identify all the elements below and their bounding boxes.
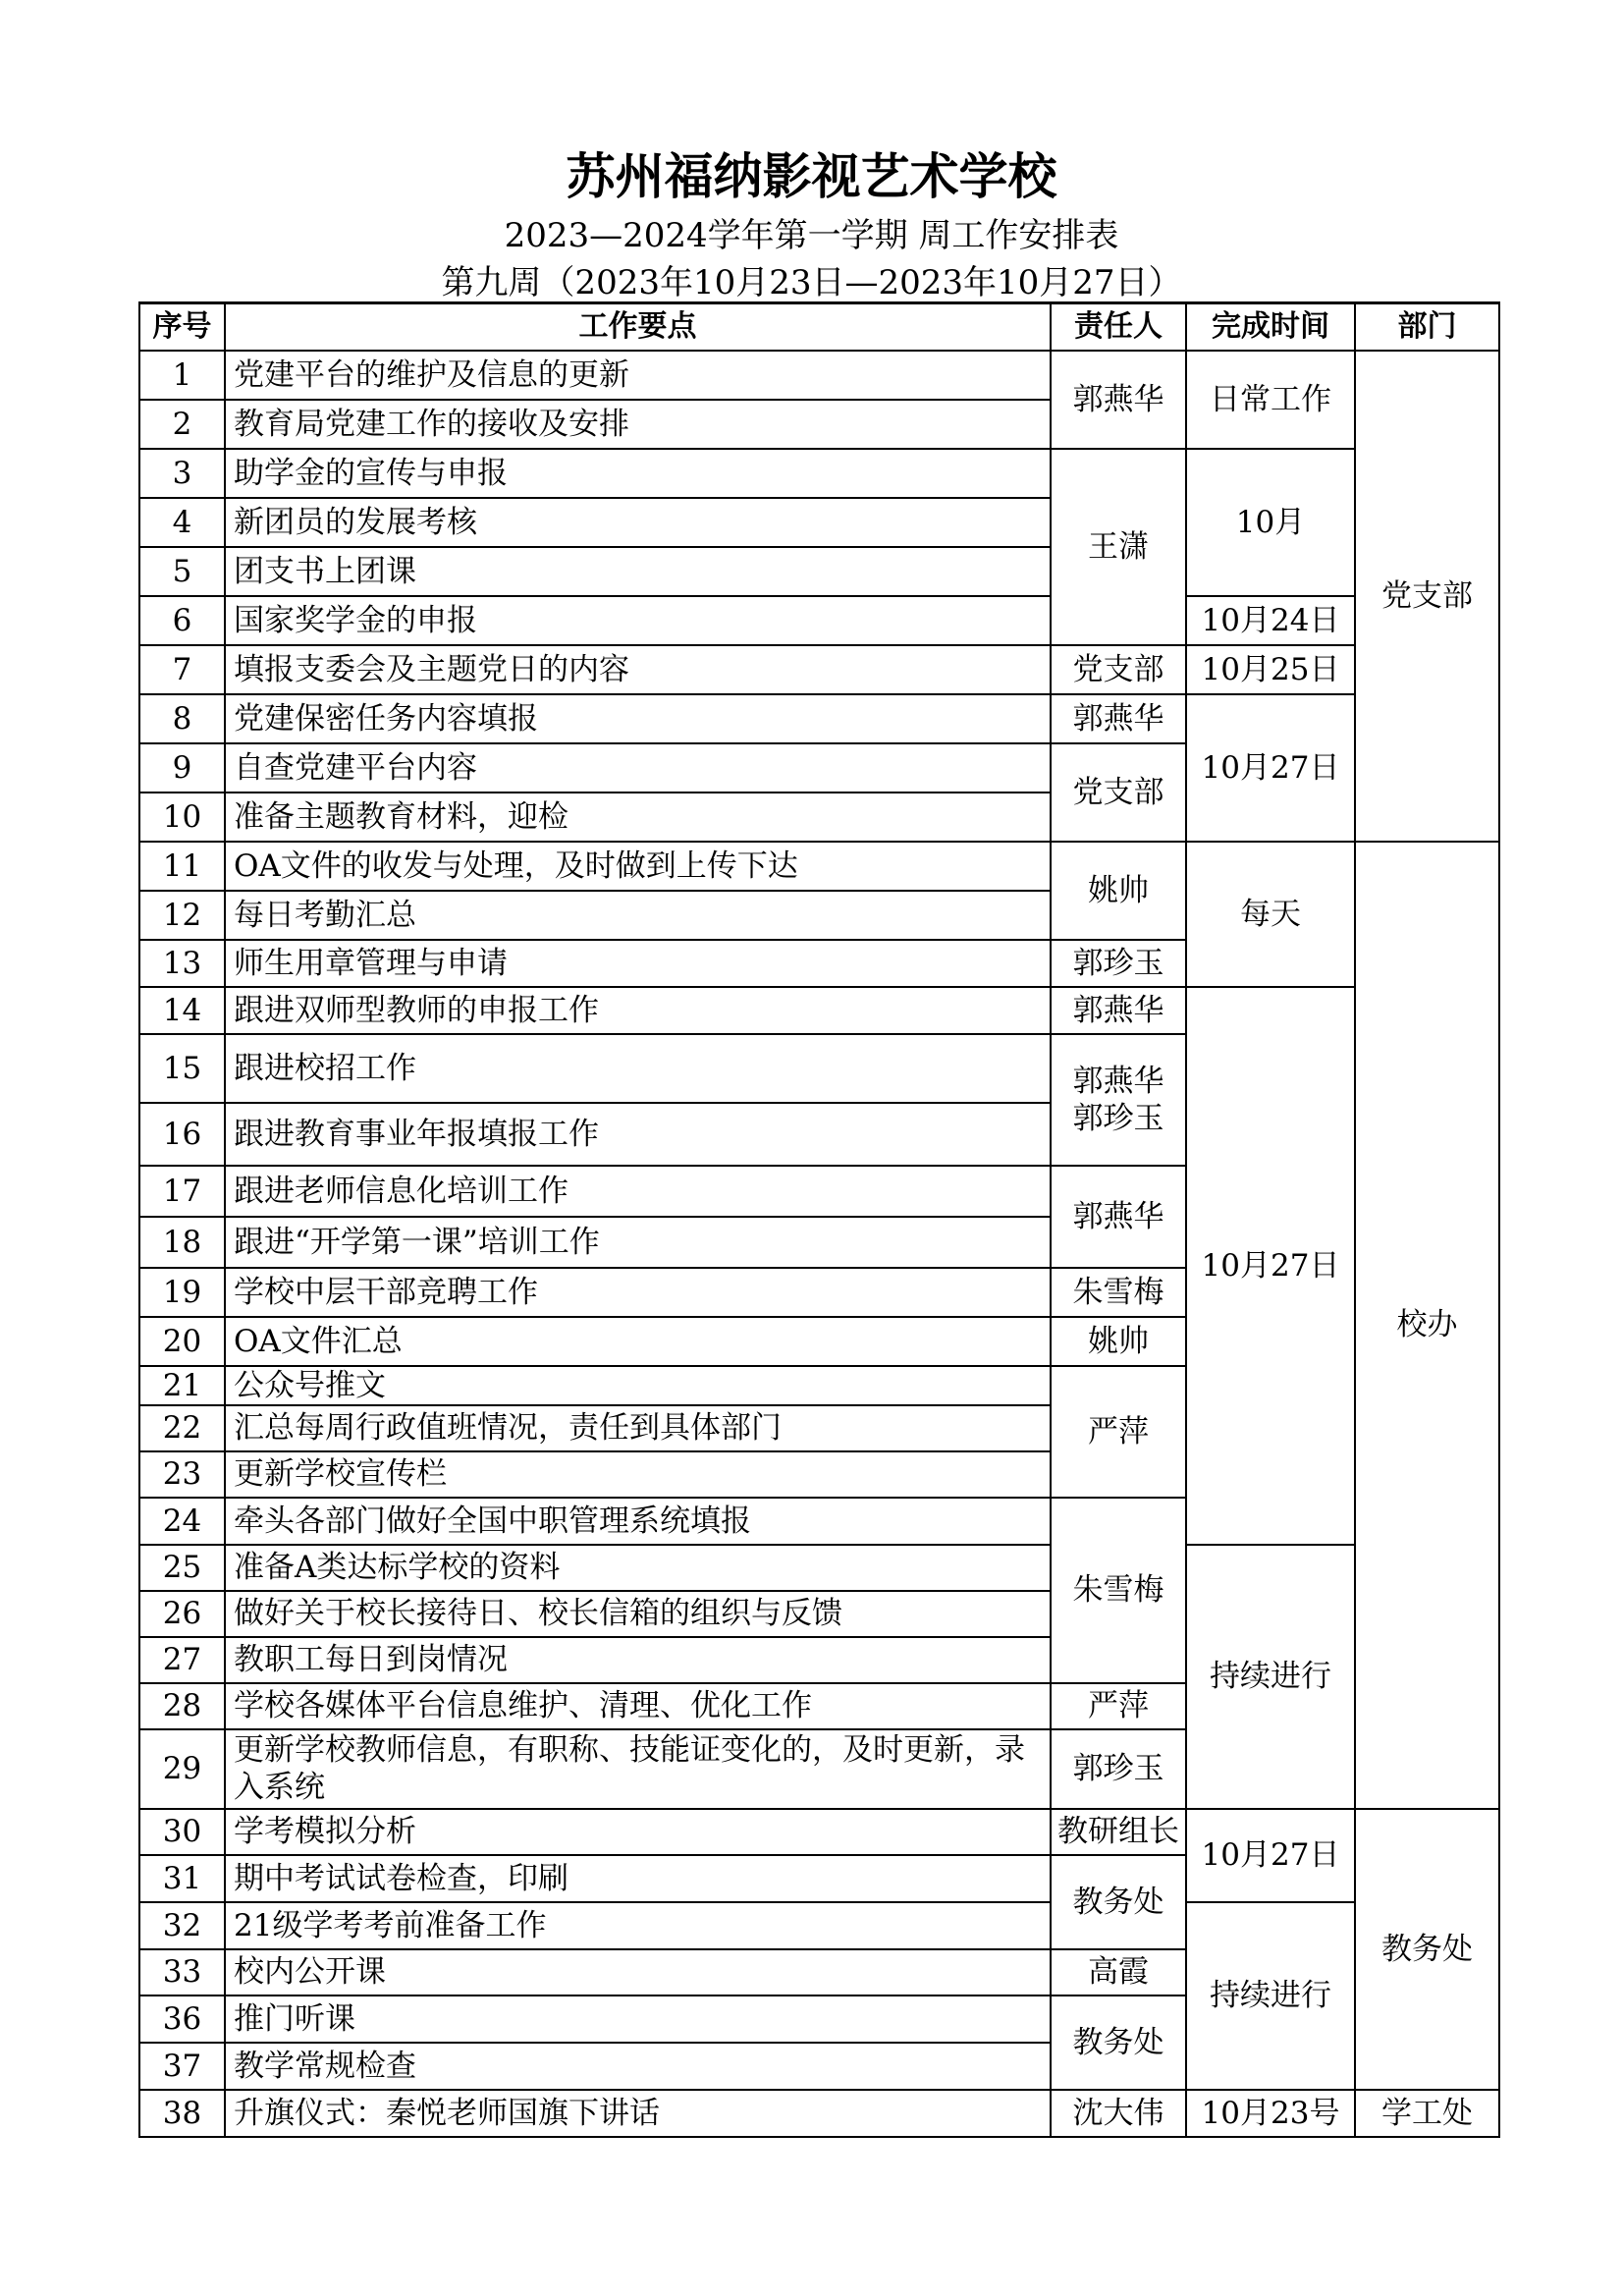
task-cell: 跟进“开学第一课”培训工作 [225, 1217, 1051, 1268]
owner-cell: 朱雪梅 [1051, 1268, 1186, 1317]
owner-cell: 郭燕华 [1051, 351, 1186, 449]
table-row [139, 1545, 1499, 1591]
deadline-cell: 每天 [1186, 842, 1355, 987]
row-number: 13 [139, 940, 225, 987]
row-number: 1 [139, 351, 225, 400]
owner-cell: 姚帅 [1051, 1317, 1186, 1366]
owner-cell: 党支部 [1051, 645, 1186, 694]
row-number: 7 [139, 645, 225, 694]
owner-cell: 严萍 [1051, 1683, 1186, 1729]
task-cell: 党建保密任务内容填报 [225, 694, 1051, 743]
row-number: 22 [139, 1405, 225, 1451]
department-cell: 校办 [1355, 842, 1499, 1809]
deadline-cell: 10月24日 [1186, 596, 1355, 645]
row-number: 38 [139, 2090, 225, 2137]
table-row [139, 842, 1499, 891]
task-cell: 学校中层干部竞聘工作 [225, 1268, 1051, 1317]
row-number: 28 [139, 1683, 225, 1729]
task-cell: 牵头各部门做好全国中职管理系统填报 [225, 1498, 1051, 1545]
row-number: 3 [139, 449, 225, 498]
task-cell: 跟进教育事业年报填报工作 [225, 1103, 1051, 1166]
deadline-cell: 持续进行 [1186, 1902, 1355, 2090]
row-number: 8 [139, 694, 225, 743]
week-range: 第九周（2023年10月23日—2023年10月27日） [441, 263, 1182, 302]
table-row [139, 645, 1499, 694]
task-cell: 21级学考考前准备工作 [225, 1902, 1051, 1949]
row-number: 11 [139, 842, 225, 891]
table-row [139, 1902, 1499, 1949]
owner-cell: 郭珍玉 [1051, 940, 1186, 987]
task-cell: 教学常规检查 [225, 2043, 1051, 2090]
row-number: 5 [139, 547, 225, 596]
task-cell: 学考模拟分析 [225, 1809, 1051, 1855]
task-cell: 学校各媒体平台信息维护、清理、优化工作 [225, 1683, 1051, 1729]
table-row [139, 449, 1499, 498]
owner-cell: 朱雪梅 [1051, 1498, 1186, 1683]
schedule-subtitle: 2023—2024学年第一学期 周工作安排表 [504, 216, 1119, 255]
task-cell: 做好关于校长接待日、校长信箱的组织与反馈 [225, 1591, 1051, 1637]
row-number: 32 [139, 1902, 225, 1949]
task-cell: 助学金的宣传与申报 [225, 449, 1051, 498]
owner-cell: 党支部 [1051, 743, 1186, 842]
schedule-table [138, 301, 1500, 2138]
row-number: 27 [139, 1637, 225, 1683]
owner-cell: 郭燕华 [1051, 694, 1186, 743]
row-number: 26 [139, 1591, 225, 1637]
task-cell: 准备主题教育材料，迎检 [225, 793, 1051, 842]
row-number: 33 [139, 1949, 225, 1995]
owner-cell: 教研组长 [1051, 1809, 1186, 1855]
row-number: 25 [139, 1545, 225, 1591]
row-number: 14 [139, 987, 225, 1034]
owner-cell: 教务处 [1051, 1995, 1186, 2090]
owner-cell: 王潇 [1051, 449, 1186, 645]
row-number: 4 [139, 498, 225, 547]
task-cell: 跟进校招工作 [225, 1034, 1051, 1103]
task-cell: 师生用章管理与申请 [225, 940, 1051, 987]
task-cell: 汇总每周行政值班情况，责任到具体部门 [225, 1405, 1051, 1451]
task-cell: 期中考试试卷检查，印刷 [225, 1855, 1051, 1902]
deadline-cell: 10月25日 [1186, 645, 1355, 694]
header-deadline: 完成时间 [1186, 303, 1355, 351]
owner-cell: 沈大伟 [1051, 2090, 1186, 2137]
row-number: 2 [139, 400, 225, 449]
deadline-cell: 10月23号 [1186, 2090, 1355, 2137]
table-row [139, 351, 1499, 400]
row-number: 15 [139, 1034, 225, 1103]
deadline-cell: 10月 [1186, 449, 1355, 596]
deadline-cell: 10月27日 [1186, 694, 1355, 842]
task-cell: 每日考勤汇总 [225, 891, 1051, 940]
row-number: 31 [139, 1855, 225, 1902]
department-cell: 学工处 [1355, 2090, 1499, 2137]
owner-cell: 严萍 [1051, 1366, 1186, 1498]
table-row [139, 2090, 1499, 2137]
task-cell: 自查党建平台内容 [225, 743, 1051, 793]
task-cell: 更新学校宣传栏 [225, 1451, 1051, 1498]
deadline-cell: 日常工作 [1186, 351, 1355, 449]
row-number: 6 [139, 596, 225, 645]
row-number: 17 [139, 1166, 225, 1217]
row-number: 16 [139, 1103, 225, 1166]
row-number: 20 [139, 1317, 225, 1366]
row-number: 37 [139, 2043, 225, 2090]
task-cell: OA文件汇总 [225, 1317, 1051, 1366]
task-cell: 教职工每日到岗情况 [225, 1637, 1051, 1683]
header-owner: 责任人 [1051, 303, 1186, 351]
task-cell: 新团员的发展考核 [225, 498, 1051, 547]
row-number: 18 [139, 1217, 225, 1268]
owner-cell: 郭珍玉 [1051, 1729, 1186, 1809]
school-title: 苏州福纳影视艺术学校 [566, 148, 1057, 205]
owner-cell: 郭燕华 [1051, 1166, 1186, 1268]
row-number: 24 [139, 1498, 225, 1545]
row-number: 29 [139, 1729, 225, 1809]
task-cell: 填报支委会及主题党日的内容 [225, 645, 1051, 694]
row-number: 21 [139, 1366, 225, 1405]
deadline-cell: 10月27日 [1186, 987, 1355, 1545]
owner-cell: 郭燕华 郭珍玉 [1051, 1034, 1186, 1166]
task-cell: 党建平台的维护及信息的更新 [225, 351, 1051, 400]
row-number: 23 [139, 1451, 225, 1498]
deadline-cell: 10月27日 [1186, 1809, 1355, 1902]
department-cell: 党支部 [1355, 351, 1499, 842]
task-cell: 跟进双师型教师的申报工作 [225, 987, 1051, 1034]
task-cell: 公众号推文 [225, 1366, 1051, 1405]
row-number: 19 [139, 1268, 225, 1317]
task-cell: 跟进老师信息化培训工作 [225, 1166, 1051, 1217]
row-number: 12 [139, 891, 225, 940]
row-number: 10 [139, 793, 225, 842]
task-cell: OA文件的收发与处理，及时做到上传下达 [225, 842, 1051, 891]
table-row [139, 1809, 1499, 1855]
task-cell: 准备A类达标学校的资料 [225, 1545, 1051, 1591]
row-number: 9 [139, 743, 225, 793]
task-cell: 升旗仪式：秦悦老师国旗下讲话 [225, 2090, 1051, 2137]
owner-cell: 郭燕华 [1051, 987, 1186, 1034]
department-cell: 教务处 [1355, 1809, 1499, 2090]
task-cell: 推门听课 [225, 1995, 1051, 2043]
table-row [139, 596, 1499, 645]
table-row [139, 987, 1499, 1034]
owner-cell: 姚帅 [1051, 842, 1186, 940]
header-department: 部门 [1355, 303, 1499, 351]
row-number: 30 [139, 1809, 225, 1855]
header-task: 工作要点 [225, 303, 1051, 351]
owner-cell: 教务处 [1051, 1855, 1186, 1949]
task-cell: 教育局党建工作的接收及安排 [225, 400, 1051, 449]
task-cell: 校内公开课 [225, 1949, 1051, 1995]
task-cell: 更新学校教师信息，有职称、技能证变化的，及时更新，录入系统 [225, 1729, 1051, 1809]
owner-cell: 高霞 [1051, 1949, 1186, 1995]
table-header-row [139, 303, 1499, 351]
table-row [139, 694, 1499, 743]
header-number: 序号 [139, 303, 225, 351]
deadline-cell: 持续进行 [1186, 1545, 1355, 1809]
task-cell: 国家奖学金的申报 [225, 596, 1051, 645]
row-number: 36 [139, 1995, 225, 2043]
task-cell: 团支书上团课 [225, 547, 1051, 596]
